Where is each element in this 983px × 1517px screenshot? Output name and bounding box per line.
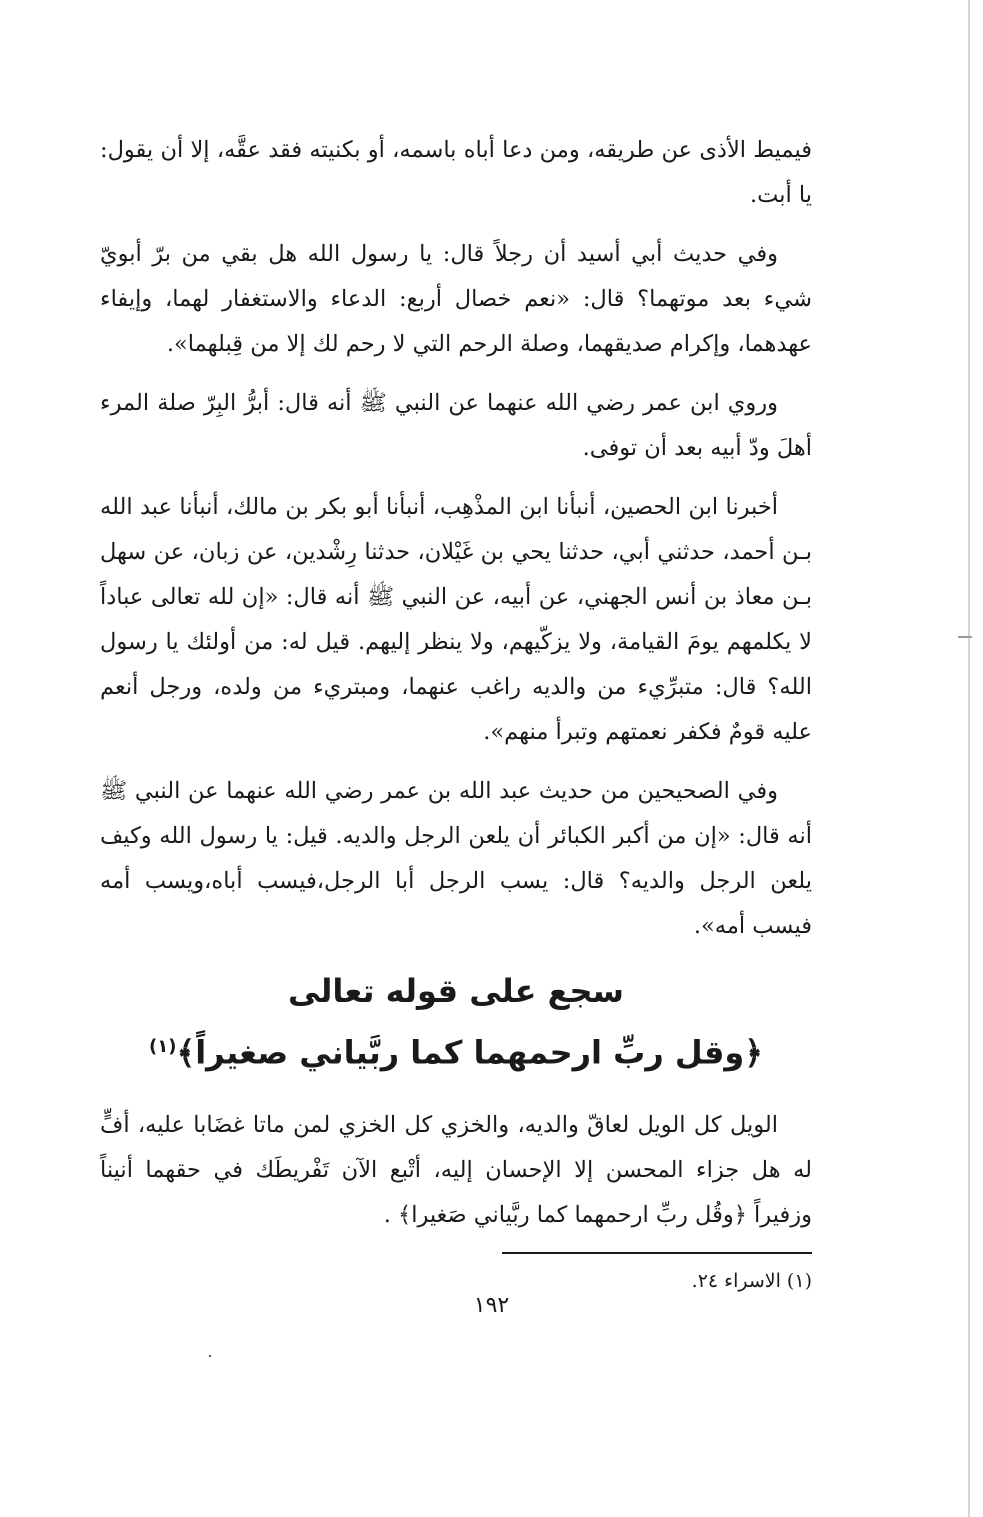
paragraph-sahihayn-hadith: وفي الصحيحين من حديث عبد الله بن عمر رضي الله عنهما عن النبي ﷺ أنه قال: «إن من أكبر الكبائر أن يلعن الرجل والديه. قيل: يا رسول الله وكيف يلعن الرجل والديه؟ قال: يسب الرجل أبا الرجل،فيسب أباه،ويسب أمه فيسب أمه». [100,778,812,939]
heading-footnote-marker: (١) [148,1036,177,1057]
page-body [100,128,812,1298]
paragraph-ibn-umar-hadith: وروي ابن عمر رضي الله عنهما عن النبي ﷺ أنه قال: أبرُّ البِرّ صلة المرء أهلَ ودّ أبيه بعد أن توفى. [100,390,812,461]
scan-margin-tick [958,636,972,638]
section-heading [100,963,812,1081]
footnote-divider [502,1252,812,1254]
heading-verse [100,1019,812,1081]
heading-verse-text: ﴿وقل ربِّ ارحمهما كما ربَّياني صغيراً﴾ [176,1033,764,1072]
scan-edge-line [968,0,970,1517]
heading-title: سجع على قوله تعالى [287,972,625,1010]
paragraph-closing-saj: الويل كل الويل لعاقّ والديه، والخزي كل الخزي لمن ماتا غضَابا عليه، أفٍّ له هل جزاء المحسن إلا الإحسان إليه، أتْبع الآن تَفْريطَك في حقهما أنيناً وزفيراً ﴿وقُل ربِّ ارحمهما كما ربَّياني صَغيرا﴾ . [100,1111,812,1228]
footnote-text: (١) الاسراء ٢٤. [691,1269,812,1292]
paragraph-isnad-hadith: أخبرنا ابن الحصين، أنبأنا ابن المذْهِب، أنبأنا أبو بكر بن مالك، أنبأنا عبد الله بـن أحمد، حدثني أبي، حدثنا يحي بن غَيْلان، حدثنا رِشْدين، عن زبان، عن سهل بـن معاذ بن أنس الجهني، عن أبيه، عن النبي ﷺ أنه قال: «إن لله تعالى عباداً لا يكلمهم يومَ القيامة، ولا يزكّيهم، ولا ينظر إليهم. قيل له: من أولئك يا رسول الله؟ قال: متبرِّيء من والديه راغب عنهما، ومبتريء من ولده، ورجل أنعم عليه قومٌ فكفر نعمتهم وتبرأ منهم». [100,494,812,745]
paragraph-abu-usayd-hadith: وفي حديث أبي أسيد أن رجلاً قال: يا رسول الله هل بقي من برّ أبويّ شيء بعد موتهما؟ قال: «نعم خصال أربع: الدعاء والاستغفار لهما، وإيفاء عهدهما، وإكرام صديقهما، وصلة الرحم التي لا رحم لك إلا من قِبلهما». [100,241,812,357]
page-number: ١٩٢ [473,1293,510,1318]
scan-speck [209,1355,211,1357]
paragraph-continuation: فيميط الأذى عن طريقه، ومن دعا أباه باسمه، أو بكنيته فقد عقَّه، إلا أن يقول: يا أبت. [100,137,812,208]
